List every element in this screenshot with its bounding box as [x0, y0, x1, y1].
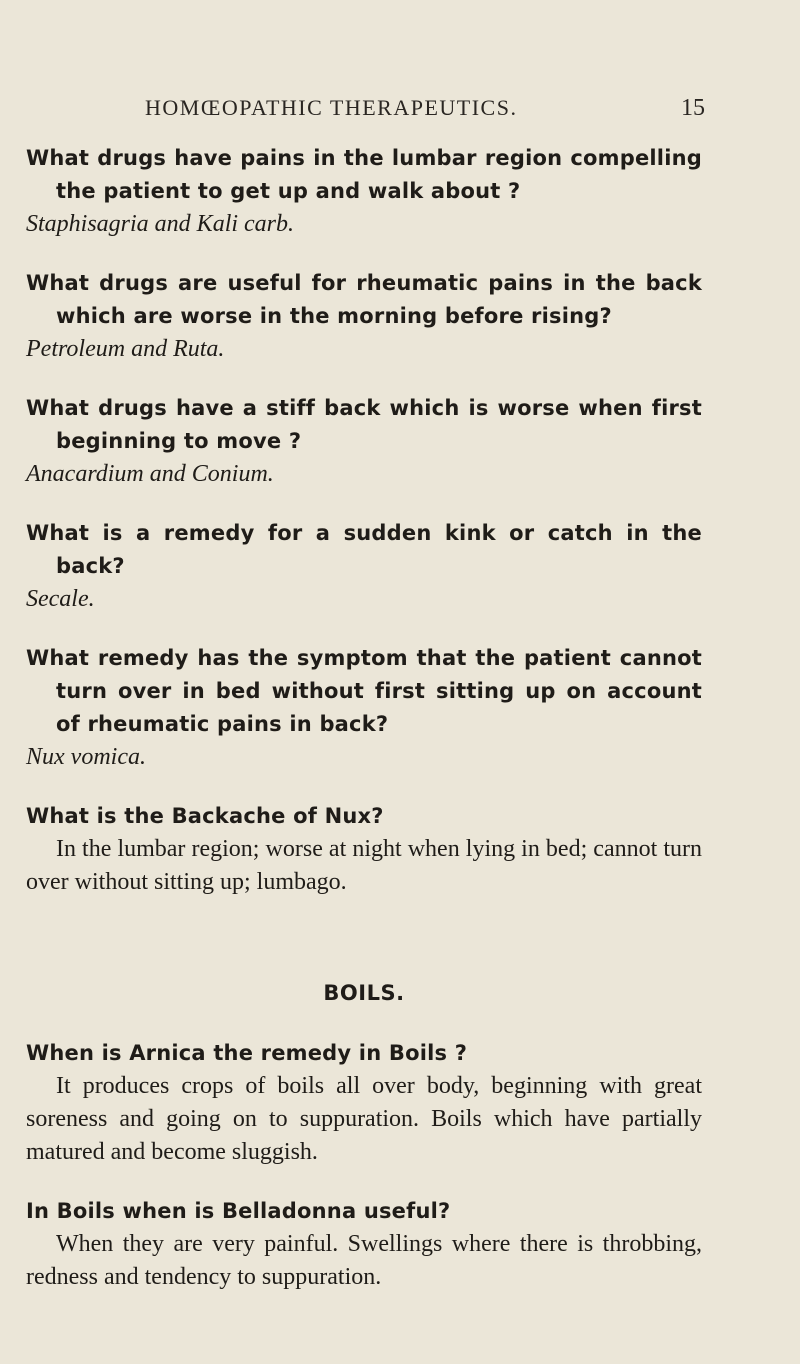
qa-item	[26, 800, 702, 899]
question: What is the Backache of Nux?	[26, 804, 384, 828]
question: What is a remedy for a sudden kink or catch in the back?	[26, 521, 702, 578]
answer: When they are very painful. Swellings where there is throbbing, redness and tendency to suppuration.	[26, 1231, 702, 1290]
qa-item	[26, 267, 702, 366]
question: What drugs have a stiff back which is worse when first beginning to move ?	[26, 396, 702, 453]
section-title-boils: BOILS.	[323, 981, 405, 1005]
question: What remedy has the symptom that the patient cannot turn over in bed without first sitting up on account of rheumatic pains in back?	[26, 646, 702, 736]
question: When is Arnica the remedy in Boils ?	[26, 1041, 468, 1065]
answer: Nux vomica.	[26, 744, 146, 770]
question: In Boils when is Belladonna useful?	[26, 1199, 451, 1223]
qa-item	[26, 517, 702, 616]
answer: In the lumbar region; worse at night when lying in bed; cannot turn over without sitting up; lumbago.	[26, 836, 702, 895]
qa-item	[26, 142, 702, 241]
answer: It produces crops of boils all over body, beginning with great soreness and going on to suppuration. Boils which have partially matured and become sluggish.	[26, 1073, 702, 1165]
page-number: 15	[681, 95, 705, 121]
answer: Staphisagria and Kali carb.	[26, 211, 295, 237]
answer: Secale.	[26, 586, 95, 612]
question: What drugs have pains in the lumbar region compelling the patient to get up and walk about ?	[26, 146, 702, 203]
running-title: HOMŒOPATHIC THERAPEUTICS.	[145, 95, 518, 120]
running-header	[145, 95, 705, 121]
answer: Anacardium and Conium.	[26, 461, 274, 487]
answer: Petroleum and Ruta.	[26, 336, 225, 362]
qa-item	[26, 1037, 702, 1169]
qa-item	[26, 392, 702, 491]
qa-item	[26, 642, 702, 774]
question: What drugs are useful for rheumatic pains in the back which are worse in the morning before rising?	[26, 271, 702, 328]
qa-item	[26, 1195, 702, 1294]
page-content	[26, 142, 702, 1320]
